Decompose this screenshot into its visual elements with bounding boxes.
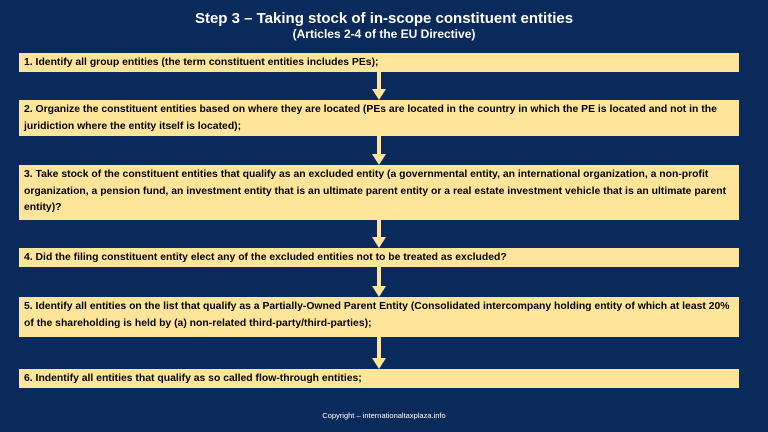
down-arrow-icon bbox=[372, 220, 386, 248]
step-box-3: 3. Take stock of the constituent entities that qualify as an excluded entity (a governmental entity, an international organization, a non-profit organization, a pension fund, an investment entity that is an ultimate parent entity or a real estate investment vehicle that is an ultimate parent entity)? bbox=[19, 165, 739, 220]
down-arrow-icon bbox=[372, 337, 386, 369]
step-box-1: 1. Identify all group entities (the term constituent entities includes PEs); bbox=[19, 53, 739, 72]
step-box-5: 5. Identify all entities on the list that qualify as a Partially-Owned Parent Entity (Consolidated intercompany holding entity of which at least 20% of the shareholding is held by (a) non-related third-party/third-parties); bbox=[19, 297, 739, 337]
step-box-6: 6. Indentify all entities that qualify as so called flow-through entities; bbox=[19, 369, 739, 388]
down-arrow-icon bbox=[372, 267, 386, 297]
page-subtitle: (Articles 2-4 of the EU Directive) bbox=[292, 27, 476, 41]
copyright-footer: Copyright – internationaltaxplaza.info bbox=[322, 411, 446, 420]
page-title: Step 3 – Taking stock of in-scope constituent entities bbox=[194, 10, 574, 27]
down-arrow-icon bbox=[372, 72, 386, 100]
step-box-4: 4. Did the filing constituent entity elect any of the excluded entities not to be treated as excluded? bbox=[19, 248, 739, 267]
down-arrow-icon bbox=[372, 136, 386, 165]
step-box-2: 2. Organize the constituent entities based on where they are located (PEs are located in the country in which the PE is located and not in the juridiction where the entity itself is located); bbox=[19, 100, 739, 136]
